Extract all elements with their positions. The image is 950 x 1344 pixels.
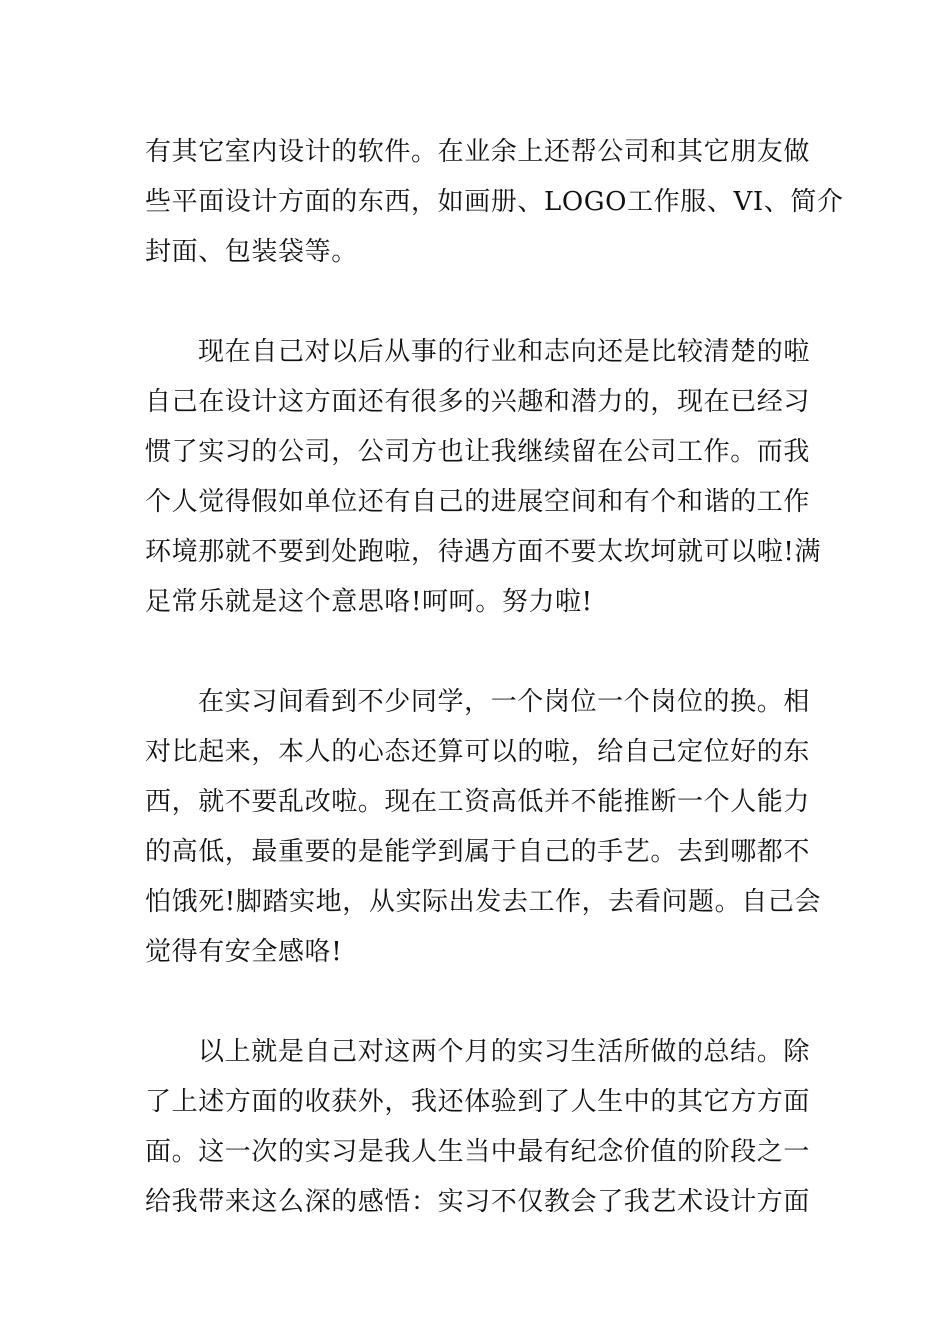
paragraph-4-line-4: 给我带来这么深的感悟：实习不仅教会了我艺术设计方面 (145, 1187, 811, 1217)
paragraph-4-line-1: 以上就是自己对这两个月的实习生活所做的总结。除 (198, 1037, 810, 1067)
paragraph-2-line-2: 自己在设计这方面还有很多的兴趣和潜力的，现在已经习 (145, 387, 811, 417)
paragraph-3-line-1: 在实习间看到不少同学，一个岗位一个岗位的换。相 (198, 687, 810, 717)
paragraph-1-line-2: 些平面设计方面的东西，如画册、LOGO工作服、VI、简介 (145, 187, 844, 217)
paragraph-3-line-4: 的高低，最重要的是能学到属于自己的手艺。去到哪都不 (145, 837, 811, 867)
paragraph-3-line-6: 觉得有安全感咯! (145, 937, 343, 967)
paragraph-2-line-6: 足常乐就是这个意思咯!呵呵。努力啦! (145, 587, 593, 617)
paragraph-2-line-5: 环境那就不要到处跑啦，待遇方面不要太坎坷就可以啦!满 (145, 537, 822, 567)
paragraph-3-line-5: 怕饿死!脚踏实地，从实际出发去工作，去看问题。自己会 (145, 887, 822, 917)
paragraph-2-line-3: 惯了实习的公司，公司方也让我继续留在公司工作。而我 (145, 437, 811, 467)
paragraph-4-line-2: 了上述方面的收获外，我还体验到了人生中的其它方方面 (145, 1087, 811, 1117)
paragraph-1-line-3: 封面、包装袋等。 (145, 237, 358, 267)
paragraph-1-line-1: 有其它室内设计的软件。在业余上还帮公司和其它朋友做 (145, 137, 811, 167)
paragraph-2-line-4: 个人觉得假如单位还有自己的进展空间和有个和谐的工作 (145, 487, 811, 517)
paragraph-4-line-3: 面。这一次的实习是我人生当中最有纪念价值的阶段之一 (145, 1137, 811, 1167)
paragraph-3-line-2: 对比起来，本人的心态还算可以的啦，给自己定位好的东 (145, 737, 811, 767)
paragraph-3-line-3: 西，就不要乱改啦。现在工资高低并不能推断一个人能力 (145, 787, 811, 817)
paragraph-2-line-1: 现在自己对以后从事的行业和志向还是比较清楚的啦 (198, 337, 810, 367)
